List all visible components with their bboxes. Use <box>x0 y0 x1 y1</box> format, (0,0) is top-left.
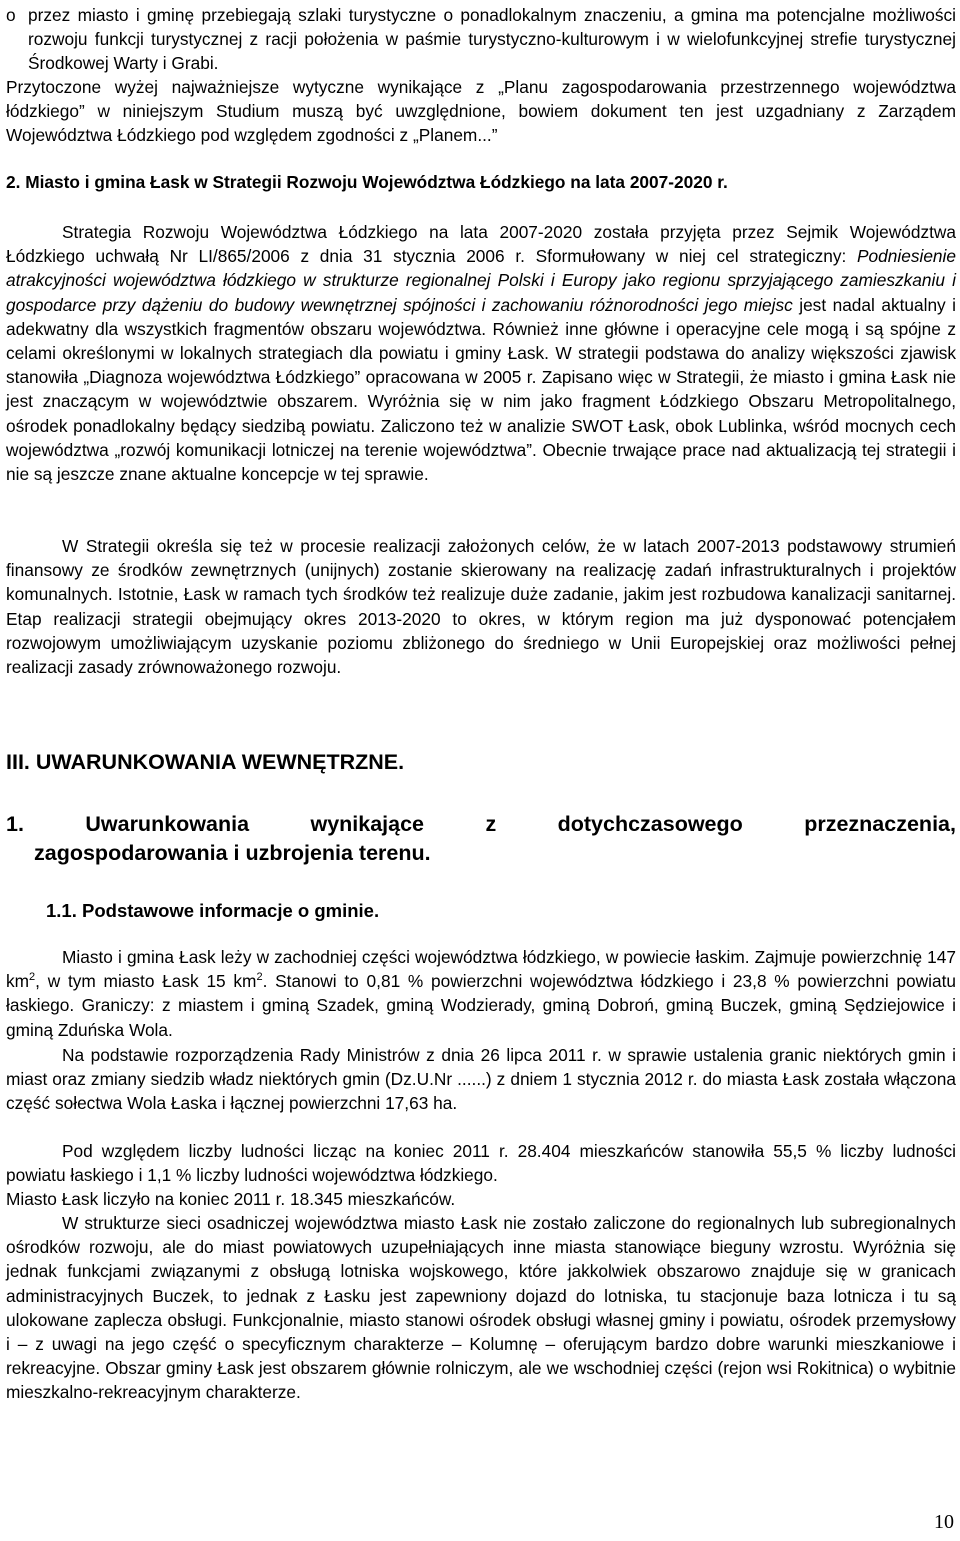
text-run: , w tym miasto Łask 15 km <box>35 971 257 992</box>
plan-paragraph: Przytoczone wyżej najważniejsze wytyczne wynikające z „Planu zagospodarowania przestrzennego województwa łódzkiego” w niniejszym Studium muszą być uwzględnione, bowiem dokument ten jest uzgadniany z Zarządem Województwa Łódzkiego pod względem zgodności z „Planem...” <box>6 77 956 146</box>
strategic-goal-text: Podniesienie atrakcyjności województwa łódzkiego w strukturze regionalnej Polski i Europy jako regionu sprzyjającego zamieszkaniu i gospodarce przy dążeniu do budowy wewnętrznej spójności i zachowaniu różnorodności jego miejsc <box>6 246 956 315</box>
basic-info-paragraph-2: Na podstawie rozporządzenia Rady Ministrów z dnia 26 lipca 2011 r. w sprawie ustalenia granic niektórych gmin i miast oraz zmiany siedzib władz niektórych gmin (Dz.U.Nr ......) z dniem 1 stycznia 2012 r. do miasta Łask została włączona część sołectwa Wola Łaska i łącznej powierzchni 17,63 ha. <box>6 1045 956 1114</box>
heading-word: Uwarunkowania <box>85 812 250 836</box>
basic-info-paragraph-3: Pod względem liczby ludności licząc na koniec 2011 r. 28.404 mieszkańców stanowiła 55,5 % liczby ludności powiatu łaskiego i 1,1 % liczby ludności województwa łódzkiego. <box>6 1141 956 1186</box>
bullet-marker: o <box>6 5 16 25</box>
page-number: 10 <box>934 1511 954 1533</box>
section-1-heading-line-2: zagospodarowania i uzbrojenia terenu. <box>34 840 431 865</box>
strategy-p1-end: jest nadal aktualny i adekwatny dla wszystkich fragmentów obszaru województwa. Również inne główne i operacyjne cele mogą i są spójne z celami określonymi w lokalnych strategiach dla powiatu i gminy Łask. W strategii podstawa do analizy większości zjawisk stanowiła „Diagnoza województwa Łódzkiego” opracowana w 2005 r. Zapisano więc w Strategii, że miasto i gmina Łask nie jest znaczącym w województwie obszarem. Wyróżnia się w nim jako fragment Łódzkiego Obszaru Metropolitalnego, ośrodek ponadlokalny będący siedzibą powiatu. Zaliczono też w analizie SWOT Łask, obok Lublinka, wśród mocnych cech województwa „rozwój komunikacji lotniczej na terenie województwa”. Obecnie trwające prace nad aktualizacją tej strategii i nie są jeszcze znane aktualne koncepcje w tej sprawie. <box>6 294 956 485</box>
section-1-1-heading: 1.1. Podstawowe informacje o gminie. <box>46 900 380 921</box>
strategy-p1-start: Strategia Rozwoju Województwa Łódzkiego na lata 2007-2020 została przyjęta przez Sejmik Województwa Łódzkiego uchwałą Nr LI/865/2006 z dnia 31 stycznia 2006 r. Sformułowany w niej cel strategiczny: <box>6 222 956 267</box>
strategy-paragraph-1 <box>6 220 956 486</box>
heading-word: przeznaczenia, <box>804 812 956 836</box>
bullet-text: przez miasto i gminę przebiegają szlaki turystyczne o ponadlokalnym znaczeniu, a gmina ma potencjalne możliwości rozwoju funkcji turystycznej z racji położenia w paśmie turystyczno-kulturowym i w wielofunkcyjnej strefie turystycznej Środkowej Warty i Grabi. <box>28 5 956 74</box>
section-iii-heading: III. UWARUNKOWANIA WEWNĘTRZNE. <box>6 750 405 774</box>
heading-word: wynikające <box>310 812 425 836</box>
heading-word: 1. <box>6 812 24 836</box>
basic-info-paragraph-5: W strukturze sieci osadniczej województwa miasto Łask nie zostało zaliczone do regionalnych lub subregionalnych ośrodków rozwoju, ale do miast powiatowych uzupełniających inne miasta stanowiące bieguny wzrostu. Wyróżnia się jednak funkcjami związanymi z obsługą lotniska wojskowego, które jakkolwiek obszarowo znajduje się w granicach administracyjnych Buczek, to jednak z Łasku jest zapewniony dojazd do lotniska, tu stacjonuje baza lotnicza i tu są ulokowane zaplecza obsługi. Funkcjonalnie, miasto stanowi ośrodek obsługi własnej gminy i powiatu, ośrodek przemysłowy i – z uwagi na jego część o specyficznym charakterze – Kolumnę – oferującym bardzo dobre warunki mieszkaniowe i rekreacyjne. Obszar gminy Łask jest obszarem głównie rolniczym, ale we wschodniej części (rejon wsi Rokitnica) o wybitnie mieszkalno-rekreacyjnym charakterze. <box>6 1213 956 1403</box>
heading-word: z <box>485 812 497 836</box>
basic-info-paragraph-4: Miasto Łask liczyło na koniec 2011 r. 18.345 mieszkańców. <box>6 1189 456 1209</box>
superscript: 2 <box>256 971 263 984</box>
section-1-heading-line-1 <box>6 810 956 839</box>
heading-word: dotychczasowego <box>557 812 743 836</box>
strategy-paragraph-2: W Strategii określa się też w procesie realizacji założonych celów, że w latach 2007-2013 podstawowy strumień finansowy ze środków zewnętrznych (unijnych) zostanie skierowany na realizację zadań infrastrukturalnych i projektów komunalnych. Istotnie, Łask w ramach tych środków też realizuje duże zadanie, jakim jest rozbudowa kanalizacji sanitarnej. Etap realizacji strategii obejmujący okres 2013-2020 to okres, w którym region ma już dysponować potencjałem rozwojowym umożliwiającym uzyskanie poziomu zbliżonego do średniego w Unii Europejskiej oraz możliwości pełnej realizacji zasady zrównoważonego rozwoju. <box>6 536 956 678</box>
section-2-heading: 2. Miasto i gmina Łask w Strategii Rozwoju Województwa Łódzkiego na lata 2007-2020 r. <box>6 172 728 192</box>
superscript: 2 <box>29 971 36 984</box>
text-run: Miasto i gmina Łask leży w zachodniej części województwa łódzkiego, w powiecie łaskim. Zajmuje powierzchnię 147 km <box>6 947 956 992</box>
text-run: . Stanowi to 0,81 % powierzchni województwa łódzkiego i 23,8 % powierzchni powiatu łaskiego. Graniczy: z miastem i gminą Szadek, gminą Wodzierady, gminą Dobroń, gminą Buczek, gminą Sędziejowice i gminą Zduńska Wola. <box>6 971 956 1040</box>
section-1-heading <box>6 810 956 867</box>
basic-info-paragraph-1 <box>6 945 956 1042</box>
